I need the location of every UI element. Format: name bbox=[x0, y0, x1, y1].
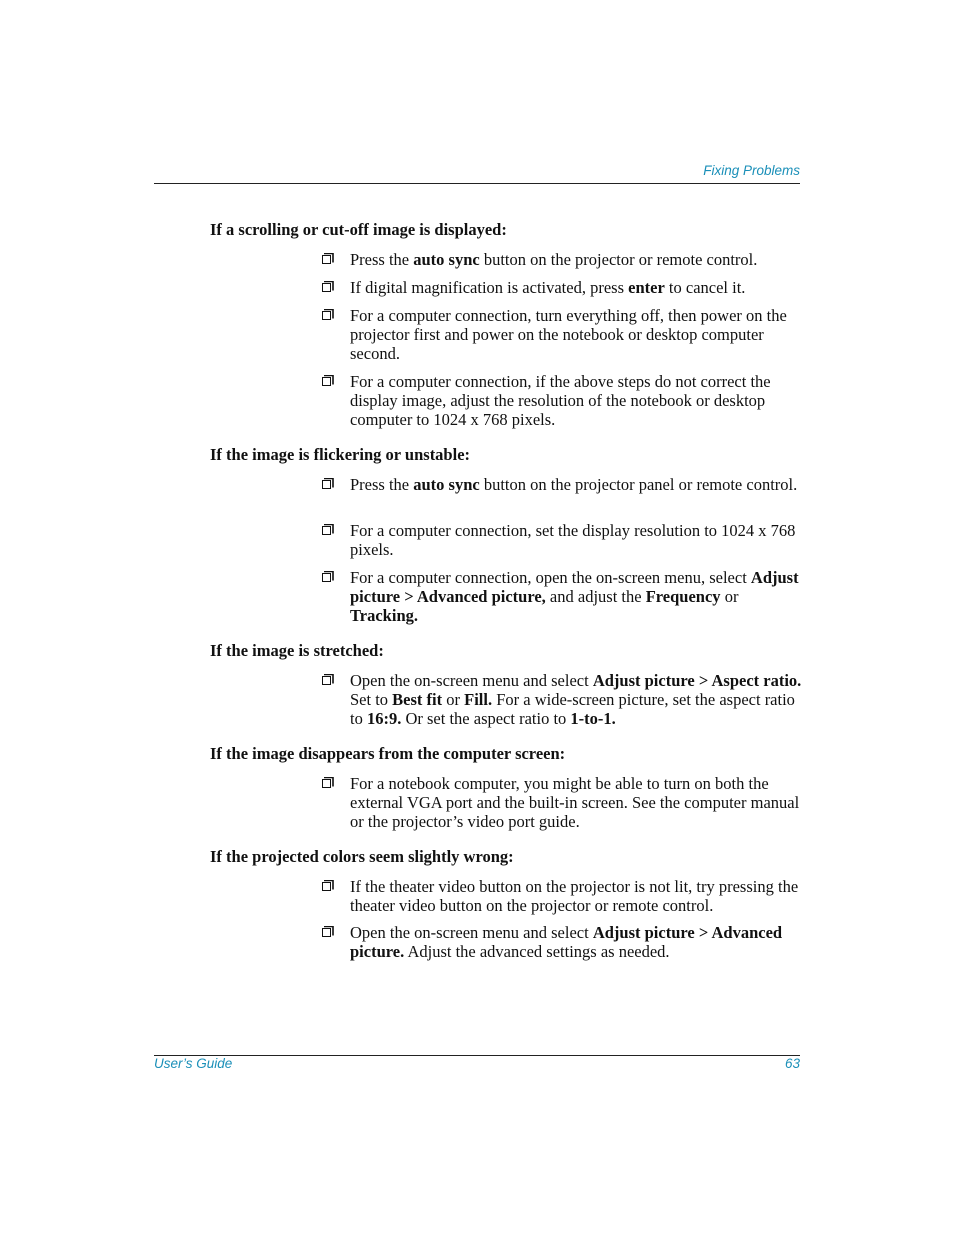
section-heading: If the image is flickering or unstable: bbox=[210, 445, 471, 464]
footer-rule bbox=[154, 1055, 800, 1056]
list-item-text bbox=[350, 568, 805, 625]
footer-page-number: 63 bbox=[784, 1056, 800, 1071]
text-run: For a computer connection, set the display resolution to 1024 x 768 pixels. bbox=[350, 521, 796, 559]
bold-term: 1-to-1. bbox=[570, 709, 616, 728]
checkbox-bullet-icon bbox=[322, 253, 333, 264]
bold-term: Tracking. bbox=[350, 606, 418, 625]
text-run: or bbox=[720, 587, 739, 606]
text-run: Adjust the advanced settings as needed. bbox=[404, 942, 670, 961]
text-run: If the theater video button on the projector is not lit, try pressing the theater video button on the projector or remote control. bbox=[350, 877, 799, 915]
text-run: Press the bbox=[350, 250, 414, 269]
text-run: to cancel it. bbox=[664, 278, 746, 297]
list-item-text bbox=[350, 475, 805, 494]
text-run: If digital magnification is activated, press bbox=[350, 278, 629, 297]
text-run: For a computer connection, turn everything off, then power on the projector first and power on the notebook or desktop computer second. bbox=[350, 306, 787, 363]
checkbox-bullet-icon bbox=[322, 375, 333, 386]
list-item-text bbox=[350, 671, 805, 728]
text-run: For a notebook computer, you might be able to turn on both the external VGA port and the built-in screen. See the computer manual or the projector’s video port guide. bbox=[350, 774, 800, 831]
bold-term: Fill. bbox=[464, 690, 493, 709]
text-run: Or set the aspect ratio to bbox=[401, 709, 571, 728]
checkbox-bullet-icon bbox=[322, 309, 333, 320]
text-run: button on the projector panel or remote control. bbox=[479, 475, 798, 494]
bold-term: Adjust picture > Aspect ratio. bbox=[592, 671, 802, 690]
section-heading: If a scrolling or cut-off image is displayed: bbox=[210, 220, 507, 239]
checkbox-bullet-icon bbox=[322, 524, 333, 535]
text-run: For a computer connection, open the on-screen menu, select bbox=[350, 568, 751, 587]
text-run: For a computer connection, if the above steps do not correct the display image, adjust the resolution of the notebook or desktop computer to 1024 x 768 pixels. bbox=[350, 372, 771, 429]
text-run: or bbox=[442, 690, 465, 709]
checkbox-bullet-icon bbox=[322, 478, 333, 489]
bold-term: 16:9. bbox=[366, 709, 402, 728]
text-run: button on the projector or remote control. bbox=[479, 250, 758, 269]
bold-term: enter bbox=[628, 278, 665, 297]
list-item-text bbox=[350, 923, 805, 961]
bold-term: Adjust picture > Advanced picture, bbox=[350, 568, 799, 606]
text-run: and adjust the bbox=[545, 587, 646, 606]
bold-term: Frequency bbox=[645, 587, 721, 606]
text-run: For a wide-screen picture, set the aspect ratio to bbox=[350, 690, 795, 728]
list-item-text bbox=[350, 306, 805, 363]
checkbox-bullet-icon bbox=[322, 674, 333, 685]
running-header-chapter: Fixing Problems bbox=[703, 163, 800, 178]
footer-guide-title: User’s Guide bbox=[154, 1056, 233, 1071]
section-heading: If the image is stretched: bbox=[210, 641, 384, 660]
list-item-text bbox=[350, 372, 805, 429]
list-item-text bbox=[350, 250, 805, 269]
text-run: Set to bbox=[350, 690, 393, 709]
list-item-text bbox=[350, 877, 805, 915]
text-run: Open the on-screen menu and select bbox=[350, 923, 593, 942]
bold-term: auto sync bbox=[413, 475, 480, 494]
list-item-text bbox=[350, 774, 805, 831]
checkbox-bullet-icon bbox=[322, 777, 333, 788]
text-run: Open the on-screen menu and select bbox=[350, 671, 593, 690]
text-run: Press the bbox=[350, 475, 414, 494]
list-item-text bbox=[350, 521, 805, 559]
list-item-text bbox=[350, 278, 805, 297]
header-rule bbox=[154, 183, 800, 184]
bold-term: auto sync bbox=[413, 250, 480, 269]
section-heading: If the image disappears from the computer screen: bbox=[210, 744, 566, 763]
checkbox-bullet-icon bbox=[322, 926, 333, 937]
checkbox-bullet-icon bbox=[322, 571, 333, 582]
bold-term: Adjust picture > Advanced picture. bbox=[350, 923, 783, 961]
bold-term: Best fit bbox=[392, 690, 443, 709]
section-heading: If the projected colors seem slightly wrong: bbox=[210, 847, 514, 866]
checkbox-bullet-icon bbox=[322, 281, 333, 292]
checkbox-bullet-icon bbox=[322, 880, 333, 891]
